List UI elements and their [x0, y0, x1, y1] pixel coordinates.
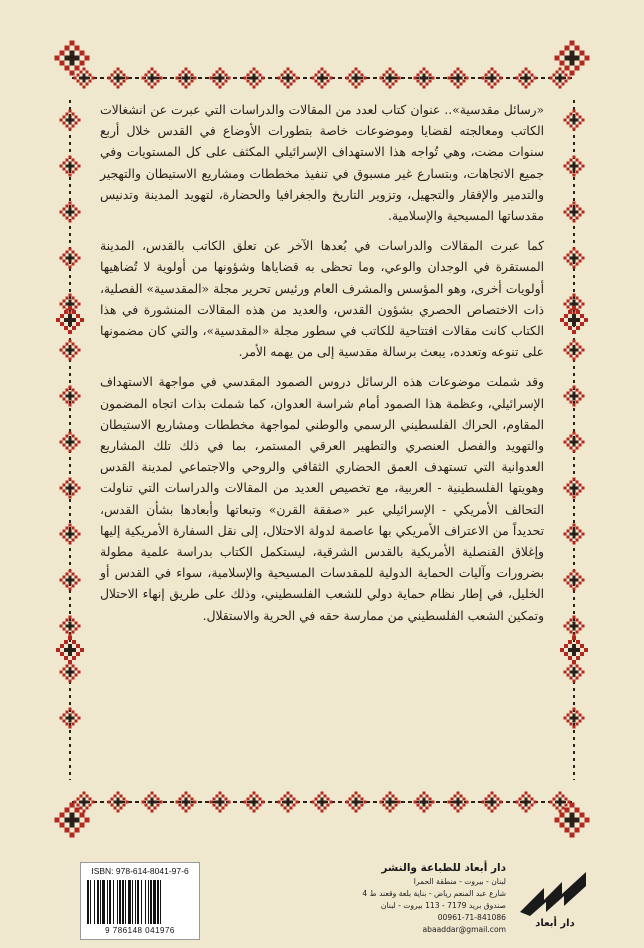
paragraph-3: وقد شملت موضوعات هذه الرسائل دروس الصمود المقدسي في مواجهة الاستهداف الإسرائيلي، وعظمة هذا الصمود أمام شراسة العدوان، كما شملت بذات اتجاه المضمون المقاوم، الحراك الفلسطيني الرسمي والوطني لمواجهة مخططات ومشاريع الاستيطان والتهويد والفصل العنصري والتطهير العرقي المستمر، بما في ذلك تلك المشاريع العدوانية التي تستهدف العمق الحضاري الثقافي والروحي والاجتماعي لمدينة القدس وهويتها الفلسطينية - العربية، مع تخصيص العديد من المقالات والدراسات التي تناولت التحالف الأمريكي - الإسرائيلي عبر «صفقة القرن» وتبعاتها وأبعادها بشأن القدس، تحديداً من الاعتراف الأمريكي بها عاصمة لدولة الاحتلال، إلى نقل السفارة الأمريكية إليها وإغلاق القنصلية الأمريكية بالقدس الشرقية، ليستكمل الكتاب بدراسة علمية مطولة بضرورات وآليات الحماية الدولية للمقدسات المسيحية والإسلامية، سواء في القدس أو الخليل، في إطار نظام حماية دولي للشعب الفلسطيني، وذلك على طريق إنهاء الاحتلال وتمكين الشعب الفلسطيني من ممارسة حقه في الحرية والاستقلال. — [100, 375, 544, 623]
motif-right — [564, 110, 585, 131]
motif-bottom — [380, 792, 401, 813]
motif-right — [564, 662, 585, 683]
barcode-bar — [94, 880, 95, 924]
motif-left — [60, 202, 81, 223]
motif-left — [60, 708, 81, 729]
publisher-address-3: صندوق بريد 7179 - 113 بيروت - لبنان — [380, 901, 506, 910]
motif-top — [516, 68, 537, 89]
barcode-bar — [113, 880, 114, 924]
motif-corner — [555, 803, 590, 838]
barcode-bar — [148, 880, 149, 924]
motif-left — [60, 294, 81, 315]
motif-right — [564, 294, 585, 315]
barcode-bar — [102, 880, 105, 924]
motif-top — [244, 68, 265, 89]
motif-left — [60, 156, 81, 177]
isbn-barcode-box — [80, 862, 200, 940]
motif-side-large — [560, 636, 588, 664]
barcode-bar — [109, 880, 111, 924]
publisher-email: abaaddar@gmail.com — [422, 925, 506, 934]
motif-top — [414, 68, 435, 89]
motif-top — [448, 68, 469, 89]
motif-right — [564, 478, 585, 499]
motif-top — [74, 68, 95, 89]
motif-left — [60, 340, 81, 361]
motif-right — [564, 340, 585, 361]
motif-bottom — [142, 792, 163, 813]
motif-top — [278, 68, 299, 89]
barcode-bar — [122, 880, 124, 924]
publisher-address-1: لبنان - بيروت - منطقة الحمرا — [413, 877, 506, 886]
barcode-bar — [150, 880, 152, 924]
barcode-bar — [100, 880, 101, 924]
motif-left — [60, 478, 81, 499]
motif-bottom — [108, 792, 129, 813]
motif-top — [210, 68, 231, 89]
barcode-bar — [137, 880, 139, 924]
motif-top — [312, 68, 333, 89]
barcode-bar — [97, 880, 99, 924]
motif-right — [564, 202, 585, 223]
motif-left — [60, 248, 81, 269]
motif-left — [60, 616, 81, 637]
motif-right — [564, 432, 585, 453]
motif-left — [60, 524, 81, 545]
motif-left — [60, 570, 81, 591]
motif-top — [482, 68, 503, 89]
motif-left — [60, 386, 81, 407]
motif-top — [346, 68, 367, 89]
motif-corner — [55, 803, 90, 838]
barcode-bar — [145, 880, 146, 924]
motif-right — [564, 616, 585, 637]
motif-bottom — [482, 792, 503, 813]
paragraph-2: كما عبرت المقالات والدراسات في بُعدها الآخر عن تعلق الكاتب بالقدس، المدينة المستقرة في الوجدان والوعي، وما تحظى به قضاياها وشؤونها من أولوية لا تُضاهيها أولويات أخرى، وهو المؤسس والمشرف العام ورئيس تحرير مجلة «المقدسية» الفصلية، ذات الاختصاص الحصري بشؤون القدس، والعديد من هذه المقالات المنشورة في هذا الكتاب كانت مقالات افتتاحية للكاتب في سطور مجلة «المقدسية»، والتي كان مضمونها على تنوعه وتعدده، يبعث برسالة مقدسية إلى من يهمه الأمر. — [100, 239, 544, 360]
barcode-bar — [119, 880, 121, 924]
motif-bottom — [448, 792, 469, 813]
barcode-bar — [157, 880, 159, 924]
motif-top — [108, 68, 129, 89]
barcode-bar — [128, 880, 131, 924]
publisher-name: دار أبعاد للطباعة والنشر — [381, 862, 506, 874]
barcode-bar — [117, 880, 118, 924]
motif-right — [564, 156, 585, 177]
publisher-info — [336, 862, 506, 936]
book-logo-icon — [514, 866, 596, 918]
motif-bottom — [346, 792, 367, 813]
motif-top — [550, 68, 571, 89]
barcode-bar — [160, 880, 161, 924]
motif-side-large — [56, 636, 84, 664]
barcode-bar — [141, 880, 142, 924]
barcode-bar — [90, 880, 91, 924]
motif-bottom — [312, 792, 333, 813]
barcode-bar — [135, 880, 136, 924]
barcode-bar — [132, 880, 133, 924]
motif-top — [380, 68, 401, 89]
isbn-label: ISBN: 978-614-8041-97-6 — [91, 866, 189, 876]
motif-bottom — [176, 792, 197, 813]
motif-bottom — [414, 792, 435, 813]
motif-side-large — [56, 306, 84, 334]
publisher-address-2: شارع عبد المنعم رياض - بناية بلعة وقعند ط 4 — [362, 889, 506, 898]
motif-top — [142, 68, 163, 89]
barcode-bar — [125, 880, 126, 924]
motif-right — [564, 386, 585, 407]
barcode-icon — [85, 880, 195, 924]
paragraph-1: «رسائل مقدسية».. عنوان كتاب لعدد من المقالات والدراسات التي عبرت عن انشغالات الكاتب ومعالجته لقضايا وموضوعات خاصة بتطورات الأوضاع في القدس خلال أربع سنوات مضت، وهي تُواجه هذا الاستهداف الإسرائيلي المكثف على كل المستويات وفي جميع الاتجاهات، وبتسارع غير مسبوق في تنفيذ مخططات ومشاريع الاستيطان والتهجير والتدمير والإفقار والتجهيل، وتزوير التاريخ والجغرافيا والحضارة، لتهويد المدينة وتدنيس مقدساتها المسيحية والإسلامية. — [100, 103, 544, 224]
motif-bottom — [516, 792, 537, 813]
motif-left — [60, 432, 81, 453]
publisher-phone: 00961-71-841086 — [437, 913, 506, 922]
motif-right — [564, 708, 585, 729]
barcode-bar — [107, 880, 108, 924]
motif-right — [564, 570, 585, 591]
motif-top — [176, 68, 197, 89]
publisher-logo — [514, 866, 596, 938]
motif-left — [60, 110, 81, 131]
motif-right — [564, 524, 585, 545]
motif-left — [60, 662, 81, 683]
blurb-text — [100, 100, 544, 636]
motif-bottom — [278, 792, 299, 813]
motif-bottom — [244, 792, 265, 813]
isbn-digits: 9 786148 041976 — [105, 926, 175, 935]
barcode-bar — [153, 880, 156, 924]
motif-bottom — [210, 792, 231, 813]
barcode-bar — [87, 880, 89, 924]
motif-side-large — [560, 306, 588, 334]
motif-right — [564, 248, 585, 269]
logo-label: دار أبعاد — [535, 918, 575, 929]
